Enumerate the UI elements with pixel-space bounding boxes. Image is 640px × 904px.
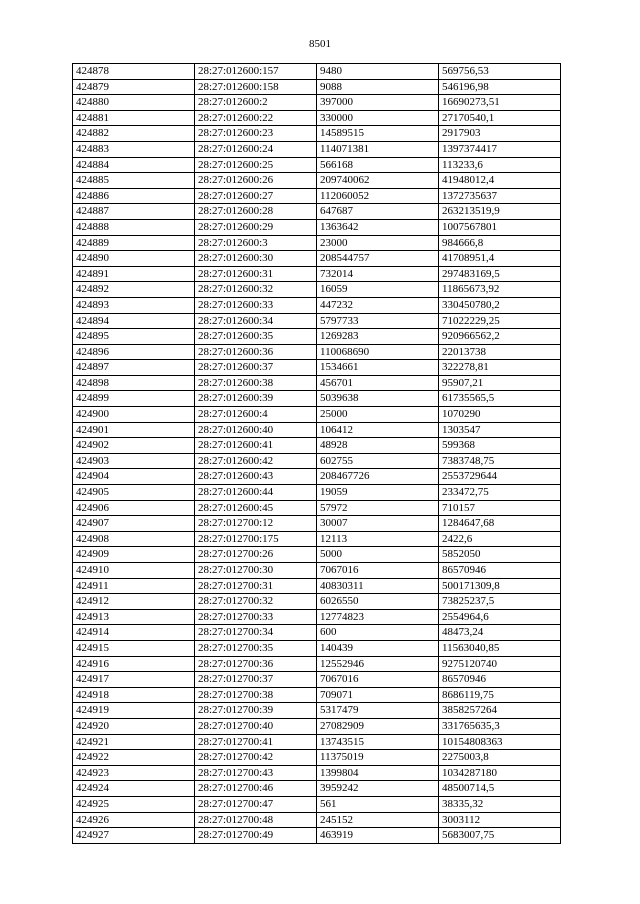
value-cell: 95907,21 — [439, 375, 561, 391]
registry-table — [72, 63, 561, 844]
table-row — [73, 672, 561, 688]
area-cell: 30007 — [317, 516, 439, 532]
area-cell: 9088 — [317, 79, 439, 95]
record-number-cell: 424920 — [73, 718, 195, 734]
table-row — [73, 765, 561, 781]
table-row — [73, 516, 561, 532]
table-row — [73, 438, 561, 454]
table-row — [73, 640, 561, 656]
cadastral-number-cell: 28:27:012600:31 — [195, 266, 317, 282]
area-cell: 110068690 — [317, 344, 439, 360]
area-cell: 140439 — [317, 640, 439, 656]
cadastral-number-cell: 28:27:012700:34 — [195, 625, 317, 641]
table-row — [73, 360, 561, 376]
record-number-cell: 424890 — [73, 251, 195, 267]
record-number-cell: 424883 — [73, 141, 195, 157]
cadastral-number-cell: 28:27:012600:3 — [195, 235, 317, 251]
area-cell: 19059 — [317, 485, 439, 501]
cadastral-number-cell: 28:27:012600:158 — [195, 79, 317, 95]
value-cell: 2553729644 — [439, 469, 561, 485]
table-row — [73, 329, 561, 345]
table-row — [73, 485, 561, 501]
record-number-cell: 424915 — [73, 640, 195, 656]
cadastral-number-cell: 28:27:012600:157 — [195, 64, 317, 80]
area-cell: 1399804 — [317, 765, 439, 781]
area-cell: 11375019 — [317, 750, 439, 766]
value-cell: 1007567801 — [439, 219, 561, 235]
record-number-cell: 424888 — [73, 219, 195, 235]
value-cell: 16690273,51 — [439, 95, 561, 111]
value-cell: 2554964,6 — [439, 609, 561, 625]
cadastral-number-cell: 28:27:012600:35 — [195, 329, 317, 345]
cadastral-number-cell: 28:27:012600:29 — [195, 219, 317, 235]
value-cell: 48500714,5 — [439, 781, 561, 797]
value-cell: 331765635,3 — [439, 718, 561, 734]
area-cell: 709071 — [317, 687, 439, 703]
value-cell: 1397374417 — [439, 141, 561, 157]
value-cell: 233472,75 — [439, 485, 561, 501]
record-number-cell: 424908 — [73, 531, 195, 547]
value-cell: 1303547 — [439, 422, 561, 438]
area-cell: 566168 — [317, 157, 439, 173]
value-cell: 8686119,75 — [439, 687, 561, 703]
record-number-cell: 424878 — [73, 64, 195, 80]
table-row — [73, 313, 561, 329]
table-row — [73, 828, 561, 844]
table-row — [73, 594, 561, 610]
record-number-cell: 424891 — [73, 266, 195, 282]
record-number-cell: 424911 — [73, 578, 195, 594]
cadastral-number-cell: 28:27:012700:31 — [195, 578, 317, 594]
table-row — [73, 563, 561, 579]
cadastral-number-cell: 28:27:012600:42 — [195, 453, 317, 469]
cadastral-number-cell: 28:27:012600:26 — [195, 173, 317, 189]
value-cell: 41948012,4 — [439, 173, 561, 189]
value-cell: 500171309,8 — [439, 578, 561, 594]
area-cell: 1269283 — [317, 329, 439, 345]
cadastral-number-cell: 28:27:012600:43 — [195, 469, 317, 485]
cadastral-number-cell: 28:27:012600:32 — [195, 282, 317, 298]
area-cell: 57972 — [317, 500, 439, 516]
cadastral-number-cell: 28:27:012700:43 — [195, 765, 317, 781]
value-cell: 1284647,68 — [439, 516, 561, 532]
record-number-cell: 424892 — [73, 282, 195, 298]
value-cell: 263213519,9 — [439, 204, 561, 220]
table-row — [73, 578, 561, 594]
value-cell: 984666,8 — [439, 235, 561, 251]
cadastral-number-cell: 28:27:012700:30 — [195, 563, 317, 579]
record-number-cell: 424893 — [73, 297, 195, 313]
record-number-cell: 424926 — [73, 812, 195, 828]
cadastral-number-cell: 28:27:012700:39 — [195, 703, 317, 719]
table-row — [73, 173, 561, 189]
area-cell: 397000 — [317, 95, 439, 111]
cadastral-number-cell: 28:27:012700:47 — [195, 796, 317, 812]
area-cell: 5797733 — [317, 313, 439, 329]
table-row — [73, 64, 561, 80]
value-cell: 2422,6 — [439, 531, 561, 547]
record-number-cell: 424912 — [73, 594, 195, 610]
value-cell: 1034287180 — [439, 765, 561, 781]
cadastral-number-cell: 28:27:012700:40 — [195, 718, 317, 734]
area-cell: 647687 — [317, 204, 439, 220]
cadastral-number-cell: 28:27:012700:41 — [195, 734, 317, 750]
table-row — [73, 235, 561, 251]
cadastral-number-cell: 28:27:012600:27 — [195, 188, 317, 204]
cadastral-number-cell: 28:27:012600:30 — [195, 251, 317, 267]
value-cell: 61735565,5 — [439, 391, 561, 407]
cadastral-number-cell: 28:27:012600:37 — [195, 360, 317, 376]
value-cell: 7383748,75 — [439, 453, 561, 469]
area-cell: 1363642 — [317, 219, 439, 235]
area-cell: 208544757 — [317, 251, 439, 267]
area-cell: 40830311 — [317, 578, 439, 594]
value-cell: 330450780,2 — [439, 297, 561, 313]
record-number-cell: 424917 — [73, 672, 195, 688]
value-cell: 48473,24 — [439, 625, 561, 641]
record-number-cell: 424906 — [73, 500, 195, 516]
table-row — [73, 531, 561, 547]
value-cell: 3003112 — [439, 812, 561, 828]
area-cell: 7067016 — [317, 563, 439, 579]
table-row — [73, 656, 561, 672]
record-number-cell: 424886 — [73, 188, 195, 204]
area-cell: 12552946 — [317, 656, 439, 672]
cadastral-number-cell: 28:27:012700:38 — [195, 687, 317, 703]
record-number-cell: 424887 — [73, 204, 195, 220]
cadastral-number-cell: 28:27:012700:175 — [195, 531, 317, 547]
area-cell: 456701 — [317, 375, 439, 391]
table-row — [73, 750, 561, 766]
cadastral-number-cell: 28:27:012700:26 — [195, 547, 317, 563]
record-number-cell: 424907 — [73, 516, 195, 532]
value-cell: 5683007,75 — [439, 828, 561, 844]
value-cell: 599368 — [439, 438, 561, 454]
cadastral-number-cell: 28:27:012600:23 — [195, 126, 317, 142]
cadastral-number-cell: 28:27:012600:36 — [195, 344, 317, 360]
table-row — [73, 282, 561, 298]
area-cell: 7067016 — [317, 672, 439, 688]
area-cell: 447232 — [317, 297, 439, 313]
record-number-cell: 424927 — [73, 828, 195, 844]
value-cell: 2275003,8 — [439, 750, 561, 766]
area-cell: 600 — [317, 625, 439, 641]
cadastral-number-cell: 28:27:012700:46 — [195, 781, 317, 797]
record-number-cell: 424925 — [73, 796, 195, 812]
value-cell: 86570946 — [439, 563, 561, 579]
table-row — [73, 781, 561, 797]
value-cell: 73825237,5 — [439, 594, 561, 610]
area-cell: 25000 — [317, 407, 439, 423]
table-row — [73, 79, 561, 95]
cadastral-number-cell: 28:27:012600:34 — [195, 313, 317, 329]
value-cell: 27170540,1 — [439, 110, 561, 126]
table-row — [73, 718, 561, 734]
table-row — [73, 469, 561, 485]
cadastral-number-cell: 28:27:012600:45 — [195, 500, 317, 516]
cadastral-number-cell: 28:27:012700:12 — [195, 516, 317, 532]
cadastral-number-cell: 28:27:012600:39 — [195, 391, 317, 407]
area-cell: 27082909 — [317, 718, 439, 734]
value-cell: 9275120740 — [439, 656, 561, 672]
cadastral-number-cell: 28:27:012600:41 — [195, 438, 317, 454]
cadastral-number-cell: 28:27:012600:40 — [195, 422, 317, 438]
area-cell: 208467726 — [317, 469, 439, 485]
table-row — [73, 95, 561, 111]
area-cell: 1534661 — [317, 360, 439, 376]
record-number-cell: 424918 — [73, 687, 195, 703]
record-number-cell: 424882 — [73, 126, 195, 142]
value-cell: 113233,6 — [439, 157, 561, 173]
value-cell: 1372735637 — [439, 188, 561, 204]
area-cell: 48928 — [317, 438, 439, 454]
table-row — [73, 391, 561, 407]
table-row — [73, 157, 561, 173]
page-number: 8501 — [309, 38, 331, 50]
area-cell: 114071381 — [317, 141, 439, 157]
table-row — [73, 625, 561, 641]
record-number-cell: 424923 — [73, 765, 195, 781]
area-cell: 5000 — [317, 547, 439, 563]
record-number-cell: 424881 — [73, 110, 195, 126]
record-number-cell: 424889 — [73, 235, 195, 251]
value-cell: 920966562,2 — [439, 329, 561, 345]
value-cell: 11563040,85 — [439, 640, 561, 656]
record-number-cell: 424904 — [73, 469, 195, 485]
value-cell: 297483169,5 — [439, 266, 561, 282]
record-number-cell: 424901 — [73, 422, 195, 438]
value-cell: 710157 — [439, 500, 561, 516]
area-cell: 106412 — [317, 422, 439, 438]
area-cell: 5039638 — [317, 391, 439, 407]
cadastral-number-cell: 28:27:012600:4 — [195, 407, 317, 423]
cadastral-number-cell: 28:27:012700:32 — [195, 594, 317, 610]
area-cell: 209740062 — [317, 173, 439, 189]
record-number-cell: 424895 — [73, 329, 195, 345]
table-row — [73, 110, 561, 126]
cadastral-number-cell: 28:27:012700:36 — [195, 656, 317, 672]
area-cell: 12113 — [317, 531, 439, 547]
cadastral-number-cell: 28:27:012600:38 — [195, 375, 317, 391]
table-row — [73, 500, 561, 516]
cadastral-number-cell: 28:27:012600:25 — [195, 157, 317, 173]
record-number-cell: 424916 — [73, 656, 195, 672]
record-number-cell: 424902 — [73, 438, 195, 454]
record-number-cell: 424913 — [73, 609, 195, 625]
cadastral-number-cell: 28:27:012700:49 — [195, 828, 317, 844]
table-row — [73, 734, 561, 750]
table-row — [73, 141, 561, 157]
table-row — [73, 407, 561, 423]
registry-table-body — [73, 64, 561, 844]
value-cell: 38335,32 — [439, 796, 561, 812]
area-cell: 463919 — [317, 828, 439, 844]
value-cell: 3858257264 — [439, 703, 561, 719]
value-cell: 322278,81 — [439, 360, 561, 376]
record-number-cell: 424899 — [73, 391, 195, 407]
value-cell: 71022229,25 — [439, 313, 561, 329]
record-number-cell: 424921 — [73, 734, 195, 750]
cadastral-number-cell: 28:27:012700:48 — [195, 812, 317, 828]
area-cell: 16059 — [317, 282, 439, 298]
area-cell: 561 — [317, 796, 439, 812]
value-cell: 546196,98 — [439, 79, 561, 95]
record-number-cell: 424884 — [73, 157, 195, 173]
table-row — [73, 266, 561, 282]
area-cell: 9480 — [317, 64, 439, 80]
table-row — [73, 453, 561, 469]
area-cell: 5317479 — [317, 703, 439, 719]
cadastral-number-cell: 28:27:012600:28 — [195, 204, 317, 220]
record-number-cell: 424897 — [73, 360, 195, 376]
record-number-cell: 424894 — [73, 313, 195, 329]
cadastral-number-cell: 28:27:012700:37 — [195, 672, 317, 688]
table-row — [73, 126, 561, 142]
table-row — [73, 251, 561, 267]
cadastral-number-cell: 28:27:012700:33 — [195, 609, 317, 625]
area-cell: 6026550 — [317, 594, 439, 610]
area-cell: 23000 — [317, 235, 439, 251]
table-row — [73, 219, 561, 235]
cadastral-number-cell: 28:27:012700:35 — [195, 640, 317, 656]
cadastral-number-cell: 28:27:012700:42 — [195, 750, 317, 766]
cadastral-number-cell: 28:27:012600:33 — [195, 297, 317, 313]
area-cell: 112060052 — [317, 188, 439, 204]
table-row — [73, 422, 561, 438]
area-cell: 330000 — [317, 110, 439, 126]
table-row — [73, 687, 561, 703]
value-cell: 86570946 — [439, 672, 561, 688]
area-cell: 13743515 — [317, 734, 439, 750]
table-row — [73, 204, 561, 220]
cadastral-number-cell: 28:27:012600:44 — [195, 485, 317, 501]
value-cell: 10154808363 — [439, 734, 561, 750]
record-number-cell: 424919 — [73, 703, 195, 719]
record-number-cell: 424905 — [73, 485, 195, 501]
table-row — [73, 297, 561, 313]
record-number-cell: 424900 — [73, 407, 195, 423]
table-row — [73, 344, 561, 360]
cadastral-number-cell: 28:27:012600:22 — [195, 110, 317, 126]
area-cell: 245152 — [317, 812, 439, 828]
table-row — [73, 796, 561, 812]
value-cell: 1070290 — [439, 407, 561, 423]
cadastral-number-cell: 28:27:012600:24 — [195, 141, 317, 157]
area-cell: 602755 — [317, 453, 439, 469]
value-cell: 569756,53 — [439, 64, 561, 80]
record-number-cell: 424922 — [73, 750, 195, 766]
area-cell: 732014 — [317, 266, 439, 282]
table-row — [73, 188, 561, 204]
record-number-cell: 424898 — [73, 375, 195, 391]
value-cell: 41708951,4 — [439, 251, 561, 267]
area-cell: 14589515 — [317, 126, 439, 142]
record-number-cell: 424910 — [73, 563, 195, 579]
record-number-cell: 424924 — [73, 781, 195, 797]
record-number-cell: 424885 — [73, 173, 195, 189]
table-row — [73, 375, 561, 391]
table-row — [73, 703, 561, 719]
record-number-cell: 424879 — [73, 79, 195, 95]
table-row — [73, 812, 561, 828]
record-number-cell: 424880 — [73, 95, 195, 111]
record-number-cell: 424896 — [73, 344, 195, 360]
area-cell: 3959242 — [317, 781, 439, 797]
value-cell: 2917903 — [439, 126, 561, 142]
value-cell: 11865673,92 — [439, 282, 561, 298]
record-number-cell: 424914 — [73, 625, 195, 641]
record-number-cell: 424909 — [73, 547, 195, 563]
area-cell: 12774823 — [317, 609, 439, 625]
value-cell: 5852050 — [439, 547, 561, 563]
table-row — [73, 547, 561, 563]
table-row — [73, 609, 561, 625]
record-number-cell: 424903 — [73, 453, 195, 469]
value-cell: 22013738 — [439, 344, 561, 360]
cadastral-number-cell: 28:27:012600:2 — [195, 95, 317, 111]
